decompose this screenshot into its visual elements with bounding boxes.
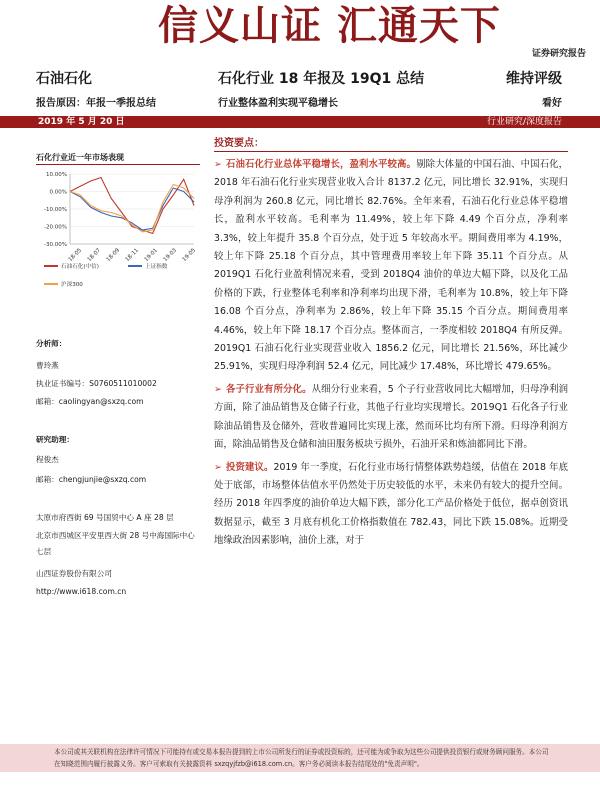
disclaimer-text: 本公司或其关联机构在法律许可情况下可能持有或交易本报告提到的上市公司所发行的证券或投资标的，还可能为或争取为这些公司提供投资银行或财务顾问服务。本公司在知晓范围内履行披露义务。客户可索取有关披露资料 sxzqyjfzb@i618.com.cn。客户务必阅读本报告结尾处的"免责声明"。 <box>54 748 549 768</box>
address-beijing: 北京市西城区平安里西大街 28 号中海国际中心七层 <box>36 531 195 556</box>
company-name: 山西证券股份有限公司 <box>36 569 112 578</box>
license-number: 执业证书编号：S0760511010002 <box>36 379 157 388</box>
banner-subtitle: 证券研究报告 <box>531 49 586 59</box>
chart-y-tick-label: -30.00% <box>44 242 67 248</box>
header-banner <box>0 0 600 58</box>
chart-x-tick-label: 19-05 <box>181 247 198 264</box>
subsectors-body: 从细分行业来看，5 个子行业营收同比大幅增加，归母净利润方面，除了油品销售及仓储子行业，其他子行业均实现增长。2019Q1 石化各子行业除油品销售及仓储外，营收普遍同比实现上涨，然而环比均有所下滑。归母净利润方面，除油品销售及仓储和油田服务板块亏损外，石油开采和炼油都同比下滑。 <box>214 383 568 451</box>
heading-rule <box>214 151 568 152</box>
arrow-bullet-icon: ➢ <box>214 383 222 395</box>
address-taiyuan: 太原市府西街 69 号国贸中心 A 座 28 层 <box>36 513 174 522</box>
chart-title: 石化行业近一年市场表现 <box>36 153 124 162</box>
report-category: 行业研究/深度报告 <box>486 117 562 127</box>
main-content <box>214 134 568 551</box>
chart-legend-label: 上证指数 <box>145 264 168 270</box>
report-reason: 报告原因：年报一季报总结 <box>36 98 156 109</box>
section-heading: 投资要点： <box>214 138 264 149</box>
report-subtitle: 行业整体盈利实现平稳增长 <box>218 98 338 109</box>
chart-legend-label: 沪深300 <box>61 282 83 288</box>
company-sector: 石油石化 <box>36 71 92 87</box>
paragraph-investment <box>214 459 568 551</box>
analyst-label: 分析师： <box>36 339 67 348</box>
banner-slogan: 信义山证 汇通天下 <box>158 2 501 49</box>
rating-label: 维持评级 <box>506 71 562 87</box>
chart-legend-label: 石油石化(中信) <box>61 264 99 270</box>
paragraph-subsectors <box>214 381 568 455</box>
assistant-label: 研究助理： <box>36 435 74 444</box>
chart-x-tick-label: 18-11 <box>124 247 141 264</box>
disclaimer-footer <box>0 744 600 772</box>
investment-body: 2019 年一季度，石化行业市场行情整体跌势趋缓，估值在 2018 年底处于底部，市场整体估值水平仍然处于历史较低的水平，未来仍有较大的提升空间。经历 2018 年四季度的油价单边大幅下跌，部分化工产品价格处于低位，据卓创资讯数据显示，截至 3 月底有机化工价格指数值在 782.43，同比下跌 15.08%。近期受地缘政治因素影响，油价上涨，对于 <box>214 461 568 547</box>
subsectors-lead: 各子行业有所分化。 <box>225 383 312 395</box>
chart-x-tick-label: 19-01 <box>143 247 160 264</box>
website-link[interactable]: http://www.i618.com.cn <box>36 587 127 596</box>
report-title: 石化行业 18 年报及 19Q1 总结 <box>218 71 425 87</box>
chart-y-tick-label: -10.00% <box>44 207 67 213</box>
chart-x-tick-label: 18-05 <box>67 247 84 264</box>
chart-x-tick-label: 19-03 <box>162 247 179 264</box>
arrow-bullet-icon: ➢ <box>214 159 222 170</box>
investment-lead: 投资建议。 <box>225 461 274 473</box>
paragraph-overview <box>214 156 568 377</box>
title-row <box>0 68 600 92</box>
overview-lead: 石油石化行业总体平稳增长，盈利水平较高。 <box>225 159 417 170</box>
date-bar <box>0 116 600 128</box>
analyst-name: 曹玲燕 <box>36 361 59 370</box>
chart-y-tick-label: 0.00% <box>49 189 67 196</box>
subtitle-row <box>0 94 600 112</box>
overview-body: 剔除大体量的中国石油、中国石化，2018 年石油石化行业实现营业收入合计 8137.2 亿元，同比增长 32.91%，实现归母净利润为 260.8 亿元，同比增长 82.76%。全年来看，石油石化行业总体平稳增长，盈利水平较高。毛利率为 11.49%，较上年下降 4.49 个百分点，净利率 3.3%，较上年提升 35.8 个百分点，处于近 5 年较高水平。期间费用率为 4.19%，较上年下降 25.18 个百分点，其中管理费用率较上年下降 35.11 个百分点。从 2019Q1 石化行业盈利情况来看，受到 2018Q4 油价的单边大幅下降，以及化工品价格的下跌，行业整体毛利率和净利率均出现下滑，毛利率为 10.8%，较上年下降 16.08 个百分点，净利率为 2.86%，较上年下降 35.15 个百分点。期间费用率 4.46%，较上年下降 18.17 个百分点。整体而言，一季度相较 2018Q4 有所反弹。2019Q1 石油石化行业实现营业收入 1856.2 亿元，同比增长 21.56%，环比减少 25.91%，实现归母净利润 52.4 亿元，同比减少 17.48%，环比增长 479.65%。 <box>214 159 568 373</box>
assistant-name: 程俊杰 <box>36 455 59 464</box>
market-chart <box>36 168 200 300</box>
chart-y-tick-label: 10.00% <box>46 172 67 178</box>
chart-x-tick-label: 18-09 <box>105 247 122 264</box>
market-chart-svg <box>36 168 200 300</box>
chart-title-rule <box>36 164 200 165</box>
assistant-email: 邮箱：chengjunjie@sxzq.com <box>36 475 147 484</box>
arrow-bullet-icon: ➢ <box>214 461 222 473</box>
analyst-email: 邮箱：caolingyan@sxzq.com <box>36 397 144 406</box>
report-date: 2019 年 5 月 20 日 <box>38 117 125 127</box>
view-label: 看好 <box>542 98 562 109</box>
chart-y-tick-label: -20.00% <box>44 224 67 231</box>
chart-x-tick-label: 18-07 <box>86 247 103 264</box>
